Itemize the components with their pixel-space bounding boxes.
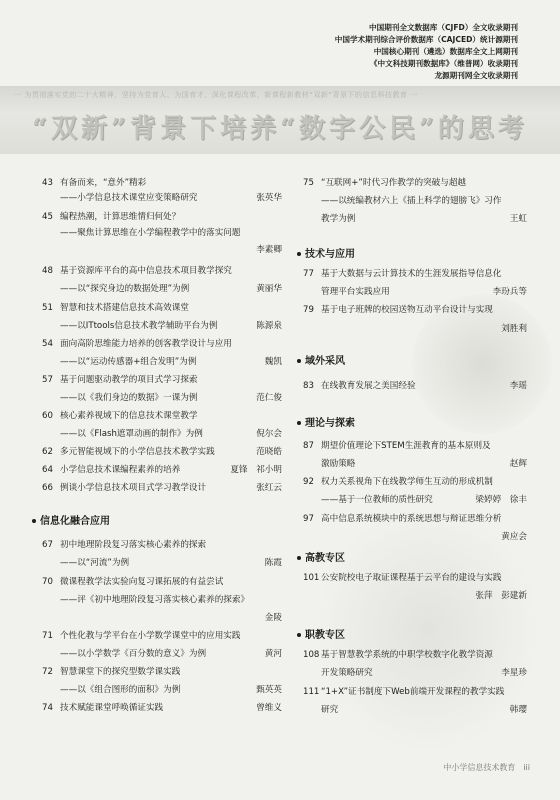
- section-heading: [297, 417, 355, 431]
- entry-title-continued: 管理平台实践应用: [321, 287, 390, 297]
- entry-title: 例谈小学信息技术项目式学习教学设计: [60, 483, 207, 493]
- entry-subtitle: ——小学信息技术课堂应变策略研究: [60, 193, 198, 203]
- entry-title: 微课程教学法实验向复习课拓展的有益尝试: [60, 577, 224, 587]
- entry-title: 基于问题驱动教学的项目式学习探索: [60, 375, 198, 385]
- page-number: 57: [42, 375, 53, 385]
- entry-author: 黄河: [264, 649, 282, 659]
- toc-entry[interactable]: [42, 211, 282, 223]
- entry-author: 陈霞: [264, 558, 282, 568]
- page-number: 92: [303, 477, 314, 487]
- page-footer: 中小学信息技术教育 iii: [443, 763, 530, 772]
- entry-title: 基于电子班牌的校园送物互动平台设计与实现: [321, 305, 493, 315]
- entry-title: 初中地理阶段复习落实核心素养的探索: [60, 540, 207, 550]
- entry-author: 魏凯: [264, 357, 282, 367]
- entry-title: 权力关系视角下在线教学师生互动的形成机制: [321, 477, 493, 487]
- section-label: 域外采风: [305, 356, 345, 367]
- entry-author: 张红云: [256, 483, 282, 493]
- entry-title: 在线教育发展之美国经验: [321, 381, 416, 391]
- entry-author: 刘胜利: [501, 324, 527, 334]
- entry-title: 智慧课堂下的探究型数学课实践: [60, 667, 181, 677]
- entry-author: 韩璎: [509, 705, 527, 715]
- entry-title: 基于大数据与云计算技术的生涯发展指导信息化: [321, 269, 502, 279]
- toc-entry[interactable]: [42, 482, 282, 494]
- toc-entry[interactable]: [42, 702, 282, 714]
- page-number: 67: [42, 540, 53, 550]
- entry-subtitle: ——以小学数学《百分数的意义》为例: [60, 649, 207, 659]
- page-number: 72: [42, 667, 53, 677]
- banner-title: “双新”背景下培养“数字公民”的思考: [32, 114, 528, 144]
- entry-subtitle-continued: 教学为例: [321, 214, 356, 224]
- entry-title: 有备而来，“意外”精彩: [60, 178, 147, 188]
- toc-entry[interactable]: [303, 440, 527, 452]
- entry-subtitle: ——以“探究身边的数据处理”为例: [60, 284, 190, 294]
- entry-title: “1+X”证书制度下Web前端开发课程的教学实践: [321, 687, 505, 697]
- section-heading: [297, 629, 345, 643]
- toc-entry[interactable]: [42, 265, 282, 277]
- page-number: 83: [303, 381, 314, 391]
- index-line: 中国学术期刊综合评价数据库（CAJCED）统计源期刊: [334, 35, 518, 44]
- page-number: 66: [42, 483, 53, 493]
- entry-author: 陈源泉: [256, 321, 282, 331]
- page-number: 77: [303, 269, 314, 279]
- entry-title: 智慧和技术搭建信息技术高效课堂: [60, 303, 189, 313]
- entry-subtitle: ——评《初中地理阶段复习落实核心素养的探索》: [60, 595, 250, 605]
- page-number: 54: [42, 339, 53, 349]
- page-number: 75: [303, 178, 314, 188]
- toc-entry[interactable]: [303, 304, 527, 316]
- entry-title: “互联网+”时代习作教学的突破与超越: [321, 178, 467, 188]
- entry-title: 个性化教与学平台在小学数学课堂中的应用实践: [60, 631, 241, 641]
- entry-title: 编程热潮，计算思维情归何处？: [60, 212, 181, 222]
- bullet-icon: [297, 252, 301, 256]
- entry-author: 李玢兵等: [492, 287, 527, 297]
- section-label: 职教专区: [305, 630, 345, 641]
- banner: [0, 86, 560, 154]
- index-line: 中国期刊全文数据库（CJFD）全文收录期刊: [369, 23, 518, 32]
- entry-title-continued: 开发策略研究: [321, 668, 373, 678]
- toc-entry[interactable]: [42, 338, 282, 350]
- entry-author: 张萍 彭建新: [475, 591, 527, 601]
- toc-entry[interactable]: [42, 630, 282, 642]
- index-line: 中国核心期刊（遴选）数据库全文上网期刊: [373, 47, 518, 56]
- entry-subtitle: ——以ITtools信息技术教学辅助平台为例: [60, 321, 218, 331]
- entry-author: 甄英英: [256, 685, 282, 695]
- entry-subtitle: ——以统编教材六上《插上科学的翅膀飞》习作: [321, 196, 502, 206]
- section-heading: [32, 515, 110, 529]
- indexing-statements: [198, 22, 518, 82]
- entry-author: 李星珍: [501, 668, 527, 678]
- bullet-icon: [297, 556, 301, 560]
- entry-author: 张英华: [256, 193, 282, 203]
- page-number: 70: [42, 577, 53, 587]
- page-number: 43: [42, 178, 53, 188]
- entry-author: 倪尔会: [256, 429, 282, 439]
- toc-entry[interactable]: [42, 539, 282, 551]
- entry-title: 面向高阶思维能力培养的创客教学设计与应用: [60, 339, 232, 349]
- entry-title: 小学信息技术课编程素养的培养: [60, 465, 181, 475]
- entry-subtitle: ——以《组合图形的面积》为例: [60, 685, 181, 695]
- section-heading: [297, 248, 355, 262]
- entry-title: 多元智能视域下的小学信息技术教学实践: [60, 447, 215, 457]
- toc-entry[interactable]: [42, 576, 282, 588]
- toc-entry[interactable]: [42, 374, 282, 386]
- bullet-icon: [297, 359, 301, 363]
- entry-title: 期望价值理论下STEM生涯教育的基本原则及: [321, 441, 491, 451]
- entry-subtitle: ——聚焦计算思维在小学编程教学中的落实问题: [60, 228, 241, 238]
- page-number: 87: [303, 441, 314, 451]
- toc-entry[interactable]: [303, 476, 527, 488]
- toc-entry[interactable]: [42, 410, 282, 422]
- entry-subtitle: ——以“运动传感器+组合发明”为例: [60, 357, 197, 367]
- toc-entry[interactable]: [303, 177, 527, 189]
- entry-title: 基于资源库平台的高中信息技术项目教学探究: [60, 266, 232, 276]
- entry-subtitle: ——以《我们身边的数据》一课为例: [60, 393, 198, 403]
- index-line: 龙源期刊网全文收录期刊: [434, 71, 518, 80]
- toc-entry[interactable]: [303, 686, 527, 698]
- entry-title: 核心素养视域下的信息技术课堂教学: [60, 411, 198, 421]
- entry-author: 黄应会: [501, 532, 527, 542]
- toc-entry[interactable]: [42, 302, 282, 314]
- bullet-icon: [32, 519, 36, 523]
- entry-author: 王虹: [509, 214, 527, 224]
- entry-author: 范晓皓: [256, 447, 282, 457]
- page-number: 108: [303, 650, 320, 660]
- page-number: 111: [303, 687, 320, 697]
- index-line: 《中文科技期刊数据库》（维普网）收录期刊: [369, 59, 518, 68]
- entry-title-continued: 研究: [321, 705, 339, 715]
- page-number: 62: [42, 447, 53, 457]
- entry-author: 范仁俊: [256, 393, 282, 403]
- page-number: 51: [42, 303, 53, 313]
- entry-subtitle: ——基于一位教师的质性研究: [321, 495, 433, 505]
- entry-author: 金陵: [264, 613, 282, 623]
- entry-author: 赵辉: [509, 459, 527, 469]
- section-label: 信息化融合应用: [40, 516, 110, 527]
- section-label: 技术与应用: [305, 249, 355, 260]
- toc-entry[interactable]: [303, 572, 527, 584]
- entry-author: 李瑶: [509, 381, 527, 391]
- entry-author: 黄丽华: [256, 284, 282, 294]
- section-label: 高教专区: [305, 553, 345, 564]
- page-number: 97: [303, 514, 314, 524]
- toc-entry[interactable]: [303, 649, 527, 661]
- toc-entry[interactable]: [42, 666, 282, 678]
- page-number: 48: [42, 266, 53, 276]
- entry-title: 技术赋能课堂呼唤循证实践: [60, 703, 164, 713]
- section-heading: [297, 355, 345, 369]
- entry-title-continued: 激励策略: [321, 459, 356, 469]
- entry-title: 高中信息系统模块中的系统思想与辩证思维分析: [321, 514, 502, 524]
- page-number: 60: [42, 411, 53, 421]
- background-photo-faded: [318, 510, 538, 750]
- toc-entry[interactable]: [303, 380, 527, 392]
- toc-entry[interactable]: [303, 268, 527, 280]
- entry-author: 夏锋 祁小明: [230, 465, 282, 475]
- page-number: 79: [303, 305, 314, 315]
- entry-subtitle: ——以“河流”为例: [60, 558, 130, 568]
- entry-author: 李素卿: [256, 245, 282, 255]
- page-number: 71: [42, 631, 53, 641]
- banner-faint-text: 一 为贯彻落实党的二十大精神，坚持为党育人、为国育才，深化课程改革，新课程新教材“双新”背景下的信息科技教育 一: [14, 91, 418, 99]
- toc-entry[interactable]: [303, 513, 527, 525]
- entry-author: 曾维义: [256, 703, 282, 713]
- entry-subtitle: ——以《Flash遮罩动画的制作》为例: [60, 429, 203, 439]
- bullet-icon: [297, 421, 301, 425]
- section-label: 理论与探索: [305, 418, 355, 429]
- entry-title: 基于智慧教学系统的中职学校数字化教学资源: [321, 650, 493, 660]
- entry-author: 梁婷婷 徐丰: [475, 495, 527, 505]
- page-number: 45: [42, 212, 53, 222]
- section-heading: [297, 552, 345, 566]
- bullet-icon: [297, 633, 301, 637]
- entry-title: 公安院校电子取证课程基于云平台的建设与实践: [321, 573, 502, 583]
- toc-entry[interactable]: [42, 446, 282, 458]
- page-number: 74: [42, 703, 53, 713]
- page-number: 64: [42, 465, 53, 475]
- toc-entry[interactable]: [42, 177, 282, 189]
- page-number: 101: [303, 573, 320, 583]
